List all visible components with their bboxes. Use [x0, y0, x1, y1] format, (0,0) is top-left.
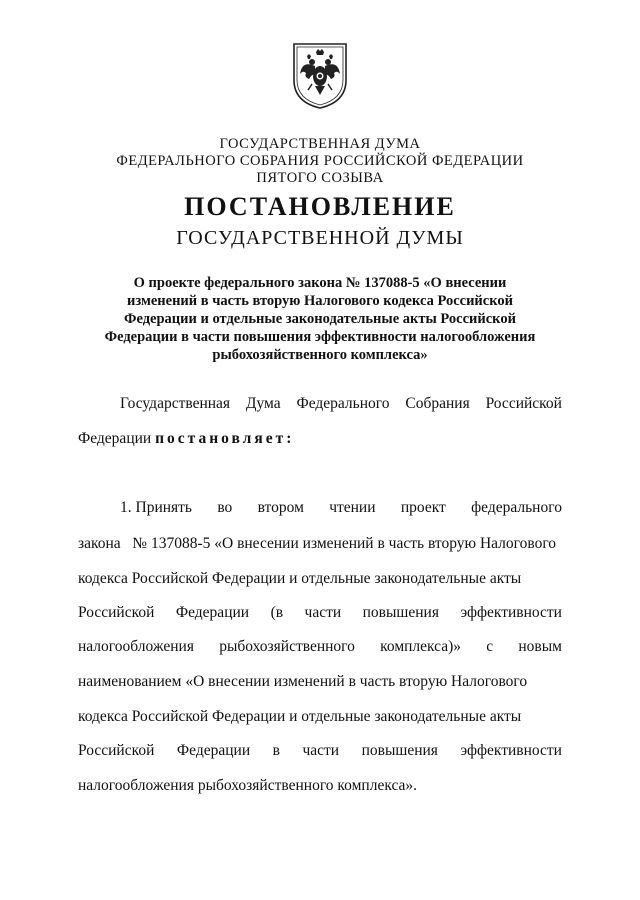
subject-line: Федерации в части повышения эффективности налогообложения — [104, 329, 536, 345]
item-1-word: рыбохозяйственного — [219, 638, 355, 655]
item-1-word: втором — [257, 499, 304, 516]
item-1-word: Российской — [78, 742, 155, 759]
item-1-line: наименованием «О внесении изменений в часть вторую Налогового — [78, 673, 528, 690]
item-1-line: кодекса Российской Федерации и отдельные законодательные акты — [78, 570, 522, 587]
item-1-line — [78, 742, 562, 760]
issuer-header-line-2: ФЕДЕРАЛЬНОГО СОБРАНИЯ РОССИЙСКОЙ ФЕДЕРАЦИИ — [116, 153, 524, 169]
subject-line: изменений в часть вторую Налогового кодекса Российской — [127, 293, 513, 309]
item-1-line: кодекса Российской Федерации и отдельные законодательные акты — [78, 708, 522, 725]
preamble-word: Собрания — [405, 395, 470, 412]
item-1-word: федерального — [471, 499, 562, 516]
item-1-word: Федерации — [176, 742, 251, 759]
item-1-word: проект — [400, 499, 446, 516]
preamble-text: Федерации — [78, 430, 156, 447]
item-1-line — [78, 638, 562, 656]
document-type-title: ПОСТАНОВЛЕНИЕ — [184, 192, 456, 221]
preamble-word: Федерального — [296, 395, 390, 412]
document-issuer-title: ГОСУДАРСТВЕННОЙ ДУМЫ — [176, 227, 464, 249]
item-1-word: новым — [518, 638, 562, 655]
item-1-word: Федерации — [175, 604, 250, 621]
item-1-word: в — [272, 742, 280, 759]
item-1-word: налогообложения — [78, 638, 194, 655]
item-1-line: закона № 137088-5 «О внесении изменений в часть вторую Налогового — [78, 535, 557, 552]
item-1-word: комплекса)» — [380, 638, 462, 655]
resolution-verb: постановляет: — [155, 430, 295, 447]
item-1-word: эффективности — [460, 604, 562, 621]
item-1-word: части — [304, 604, 342, 621]
preamble-word: Государственная — [120, 395, 231, 412]
item-1-word: (в — [270, 604, 284, 621]
preamble-word: Российской — [485, 395, 562, 412]
item-1-word: во — [217, 499, 233, 516]
subject-line: рыбохозяйственного комплекса» — [212, 347, 428, 363]
item-1-word: части — [302, 742, 340, 759]
convocation-line: ПЯТОГО СОЗЫВА — [256, 170, 384, 186]
item-1-word: Российской — [78, 604, 155, 621]
item-1-word: 1. Принять — [120, 499, 193, 516]
russian-coat-of-arms-icon — [288, 40, 352, 110]
preamble-word: Дума — [245, 395, 281, 412]
subject-line: О проекте федерального закона № 137088-5 «О внесении — [133, 275, 507, 291]
preamble-line — [120, 395, 562, 413]
item-1-word: с — [486, 638, 494, 655]
item-1-line: налогообложения рыбохозяйственного комплекса». — [78, 777, 418, 794]
issuer-header-line-1: ГОСУДАРСТВЕННАЯ ДУМА — [219, 136, 421, 152]
subject-line: Федерации и отдельные законодательные акты Российской — [124, 311, 516, 327]
item-1-line — [120, 499, 562, 517]
item-1-word: повышения — [362, 604, 439, 621]
item-1-word: эффективности — [460, 742, 562, 759]
preamble-line — [78, 430, 294, 448]
item-1-word: чтении — [329, 499, 376, 516]
item-1-word: повышения — [361, 742, 438, 759]
item-1-line — [78, 604, 562, 622]
